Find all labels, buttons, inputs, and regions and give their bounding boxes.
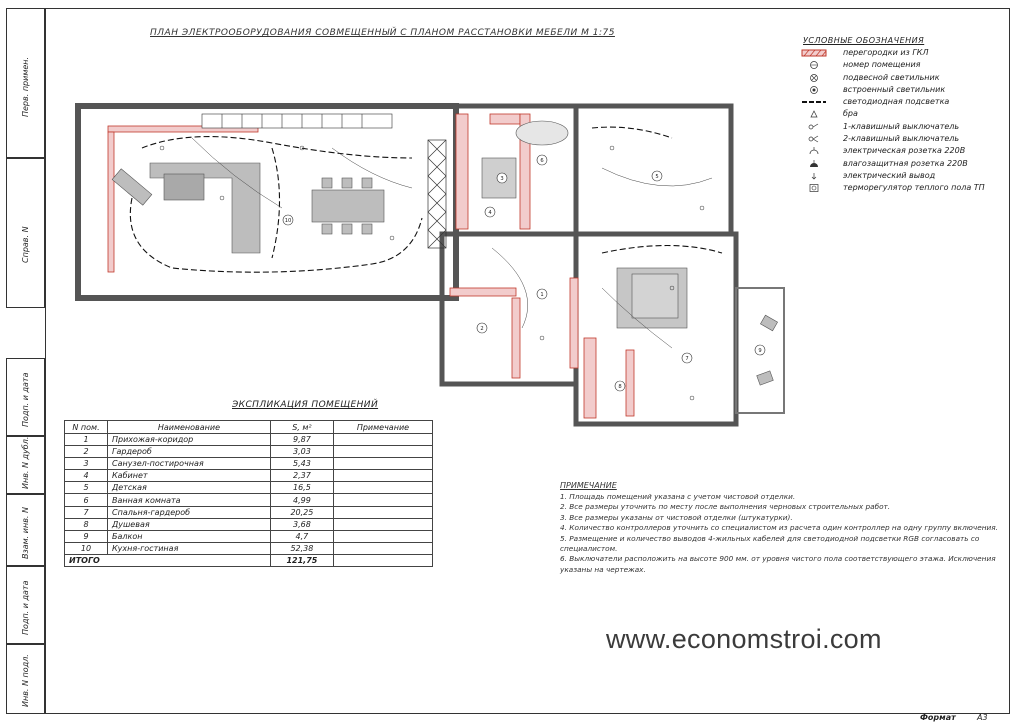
room-area-cell: 20,25 [270, 506, 333, 518]
room-name-cell: Спальня-гардероб [108, 506, 271, 518]
room-name-cell: Гардероб [108, 446, 271, 458]
table-row [65, 446, 433, 458]
room-note-cell [333, 506, 432, 518]
stamp-cell [6, 358, 45, 436]
sconce-icon [801, 110, 827, 118]
column-header: N пом. [65, 421, 108, 434]
stamp-cell [6, 566, 45, 644]
note-item: 1. Площадь помещений указана с учетом чистовой отделки. [560, 492, 796, 501]
legend-item [797, 182, 1007, 194]
room-num-cell: 9 [65, 530, 108, 542]
note-item: 6. Выключатели расположить на высоте 900 мм. от уровня чистого пола соответствующего этажа. Исключения [560, 554, 996, 564]
stamp-label: Перв. примен. [21, 56, 30, 117]
room-name-cell: Санузел-постирочная [108, 458, 271, 470]
legend-item [797, 170, 1007, 182]
stamp-label: Инв. N дубл. [21, 436, 30, 489]
stamp-label: Взам. инв. N [21, 507, 30, 559]
stamp-cell [6, 158, 45, 308]
format-label: Формат [920, 713, 956, 722]
total-label: ИТОГО [65, 554, 271, 566]
legend-label: влагозащитная розетка 220В [843, 158, 968, 168]
room-note-cell [333, 518, 432, 530]
note-item: 3. Все размеры указаны от чистовой отделки (штукатурки). [560, 512, 793, 522]
room-name-cell: Ванная комната [108, 494, 271, 506]
partition-gkl-icon [801, 49, 827, 57]
socket-icon [801, 147, 827, 155]
stamp-cell [6, 644, 45, 714]
table-row [65, 542, 433, 554]
room-note-cell [333, 434, 432, 446]
room-note-cell [333, 458, 432, 470]
room-number: 6 [540, 158, 544, 164]
room-area-cell: 2,37 [270, 470, 333, 482]
stamp-label: Подп. и дата [21, 580, 30, 635]
legend-item [797, 145, 1007, 157]
note-item: 5. Размещение и количество выводов 4-жильных кабелей для светодиодной подсветки RGB согласовать со [560, 533, 980, 543]
legend-item [797, 84, 1007, 96]
table-row [65, 458, 433, 470]
legend-item [797, 59, 1007, 71]
legend-label: бра [843, 109, 858, 119]
table-row [65, 530, 433, 542]
legend-label: терморегулятор теплого пола ТП [843, 183, 985, 193]
legend-label: 1-клавишный выключатель [843, 121, 960, 131]
legend-item [797, 96, 1007, 108]
explication-title: ЭКСПЛИКАЦИЯ ПОМЕЩЕНИЙ [232, 400, 379, 410]
stamp-label: Инв. N подл. [21, 654, 30, 707]
room-name-cell: Прихожая-коридор [108, 434, 271, 446]
column-header: Примечание [333, 421, 432, 434]
legend-item [797, 133, 1007, 145]
total-note [333, 554, 432, 566]
legend-item [797, 158, 1007, 170]
room-name-cell: Детская [108, 482, 271, 494]
room-note-cell [333, 494, 432, 506]
switch-1-icon [801, 123, 827, 131]
room-num-cell: 3 [65, 458, 108, 470]
room-number: 2 [480, 326, 484, 332]
electric-outlet-icon [801, 172, 827, 180]
sheet-title: ПЛАН ЭЛЕКТРООБОРУДОВАНИЯ СОВМЕЩЕННЫЙ С ПЛАНОМ РАССТАНОВКИ МЕБЕЛИ М 1:75 [150, 28, 615, 38]
switch-2-icon [801, 135, 827, 143]
stamp-cell [6, 494, 45, 566]
legend-label: электрическая розетка 220В [843, 146, 966, 156]
room-num-cell: 2 [65, 446, 108, 458]
room-number: 3 [500, 176, 504, 182]
room-number: 10 [284, 218, 292, 224]
table-row [65, 434, 433, 446]
note-item: 4. Количество контроллеров уточнить со специалистом из расчета один контроллер на одну группу включения. [560, 523, 998, 533]
room-area-cell: 4,99 [270, 494, 333, 506]
room-num-cell: 10 [65, 542, 108, 554]
room-area-cell: 4,7 [270, 530, 333, 542]
table-row [65, 494, 433, 506]
legend-item [797, 47, 1007, 59]
legend-item [797, 72, 1007, 84]
legend-label: перегородки из ГКЛ [843, 48, 929, 57]
room-num-cell: 8 [65, 518, 108, 530]
floor-plan [72, 88, 792, 438]
total-row [65, 554, 433, 566]
room-num-cell: 7 [65, 506, 108, 518]
pendant-light-icon [801, 74, 827, 82]
legend-item [797, 121, 1007, 133]
legend-label: номер помещения [843, 60, 921, 70]
stamp-cell [6, 8, 45, 158]
recessed-light-icon [801, 86, 827, 94]
format-value: А3 [977, 713, 988, 722]
total-area: 121,75 [270, 554, 333, 566]
legend-label: электрический вывод [843, 170, 936, 180]
side-stamp [6, 8, 45, 714]
legend-item [797, 108, 1007, 120]
room-note-cell [333, 482, 432, 494]
room-name-cell: Кабинет [108, 470, 271, 482]
stamp-label: Подп. и дата [21, 372, 30, 427]
note-item: указаны на чертежах. [560, 564, 646, 574]
table-header-row [65, 421, 433, 434]
water-socket-icon [801, 160, 827, 168]
notes [560, 481, 998, 575]
room-name-cell: Душевая [108, 518, 271, 530]
room-number: 5 [655, 174, 659, 180]
table-row [65, 470, 433, 482]
room-area-cell: 3,68 [270, 518, 333, 530]
explication-table [64, 420, 433, 567]
room-area-cell: 9,87 [270, 434, 333, 446]
thermostat-icon [801, 184, 827, 192]
room-num-cell: 6 [65, 494, 108, 506]
legend-title: УСЛОВНЫЕ ОБОЗНАЧЕНИЯ [803, 36, 925, 45]
legend [797, 36, 1007, 195]
legend-label: 2-клавишный выключатель [843, 134, 960, 144]
room-name-cell: Кухня-гостиная [108, 542, 271, 554]
room-num-cell: 5 [65, 482, 108, 494]
room-number: 7 [685, 356, 689, 362]
stamp-label: Справ. N [21, 226, 30, 263]
column-header: S, м² [270, 421, 333, 434]
note-item: 2. Все размеры уточнить по месту после выполнения черновых строительных работ. [560, 502, 891, 512]
room-number: 9 [758, 348, 762, 354]
room-number: 1 [540, 292, 544, 298]
notes-title: ПРИМЕЧАНИЕ [560, 481, 617, 490]
room-number: 8 [618, 384, 622, 390]
room-area-cell: 3,03 [270, 446, 333, 458]
room-number: 4 [488, 210, 492, 216]
table-row [65, 482, 433, 494]
watermark: www.economstroi.com [606, 624, 882, 654]
room-num-cell: 1 [65, 434, 108, 446]
room-note-cell [333, 446, 432, 458]
legend-label: встроенный светильник [843, 84, 946, 94]
table-row [65, 518, 433, 530]
room-note-cell [333, 470, 432, 482]
room-area-cell: 5,43 [270, 458, 333, 470]
stamp-cell [6, 436, 45, 494]
led-strip-icon [801, 98, 827, 106]
table-row [65, 506, 433, 518]
room-note-cell [333, 542, 432, 554]
room-number-icon [801, 61, 827, 69]
room-area-cell: 16,5 [270, 482, 333, 494]
room-name-cell: Балкон [108, 530, 271, 542]
room-num-cell: 4 [65, 470, 108, 482]
column-header: Наименование [108, 421, 271, 434]
note-item: специалистом. [560, 544, 618, 554]
room-area-cell: 52,38 [270, 542, 333, 554]
room-note-cell [333, 530, 432, 542]
legend-label: светодиодная подсветка [843, 97, 950, 107]
legend-label: подвесной светильник [843, 72, 940, 82]
